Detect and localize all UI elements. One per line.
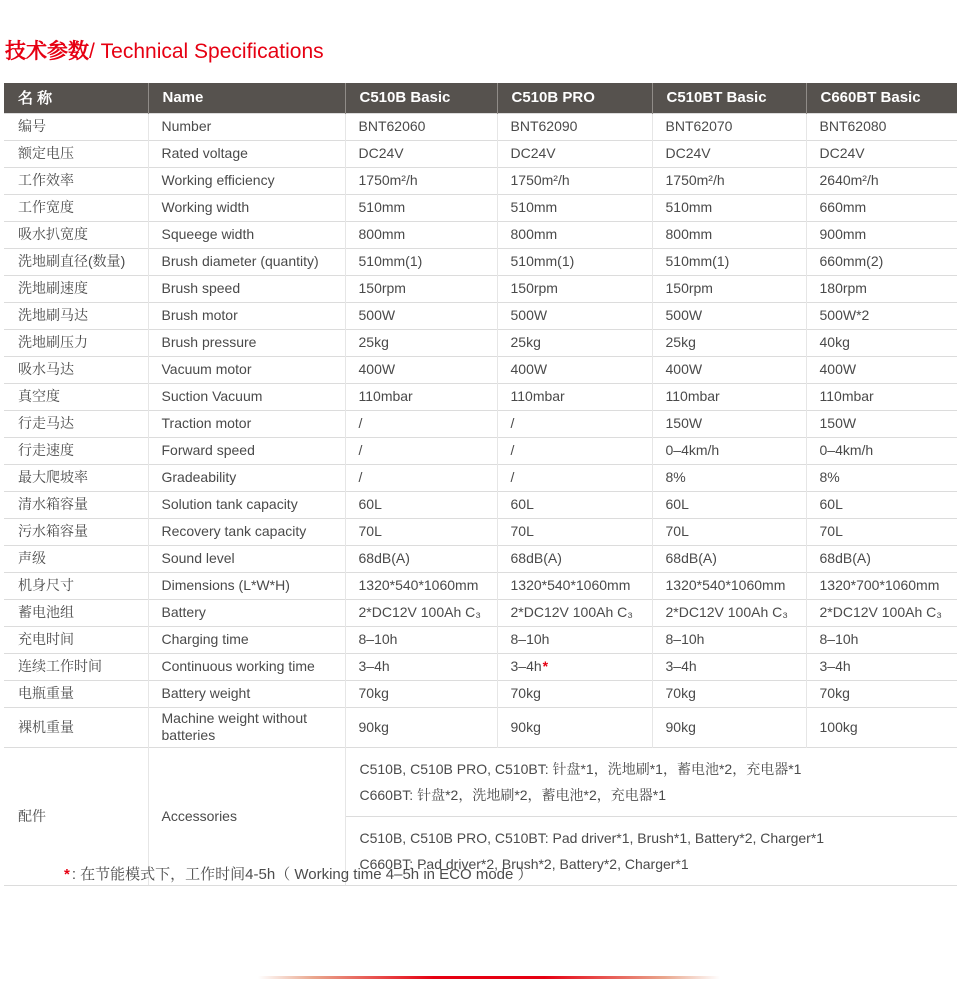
row-label-en: Sound level xyxy=(148,545,345,572)
value-cell xyxy=(806,329,957,356)
value-text: 60L xyxy=(358,496,382,512)
spec-row xyxy=(4,248,957,275)
value-cell xyxy=(345,437,497,464)
value-cell xyxy=(806,707,957,747)
value-cell xyxy=(497,437,652,464)
value-cell xyxy=(652,329,806,356)
value-cell xyxy=(806,572,957,599)
spec-row xyxy=(4,167,957,194)
value-text: 510mm(1) xyxy=(358,253,423,269)
value-text: 150W xyxy=(665,415,703,431)
value-cell xyxy=(806,302,957,329)
value-cell xyxy=(652,707,806,747)
spec-row xyxy=(4,383,957,410)
row-label-cn: 编号 xyxy=(4,113,148,140)
value-text: / xyxy=(358,415,363,431)
value-cell xyxy=(806,275,957,302)
value-text: 25kg xyxy=(510,334,541,350)
value-text: 510mm xyxy=(358,199,406,215)
page-title-separator: / xyxy=(89,40,101,63)
value-cell xyxy=(806,410,957,437)
value-cell xyxy=(806,680,957,707)
value-cell xyxy=(806,140,957,167)
spec-row xyxy=(4,437,957,464)
value-text: 510mm(1) xyxy=(510,253,575,269)
value-cell xyxy=(806,491,957,518)
value-cell xyxy=(345,302,497,329)
spec-row xyxy=(4,275,957,302)
value-cell xyxy=(806,599,957,626)
header-cell-0: 名 称 xyxy=(4,83,148,113)
spec-row xyxy=(4,410,957,437)
row-label-cn: 行走速度 xyxy=(4,437,148,464)
value-cell xyxy=(345,626,497,653)
value-text: 110mbar xyxy=(510,388,565,404)
row-label-cn: 最大爬坡率 xyxy=(4,464,148,491)
value-text: 500W xyxy=(510,307,548,323)
value-text: 8–10h xyxy=(358,631,398,647)
value-text: BNT62070 xyxy=(665,118,733,134)
value-text: 500W*2 xyxy=(819,307,870,323)
value-cell xyxy=(806,113,957,140)
accessories-label-en: Accessories xyxy=(148,747,345,885)
value-cell xyxy=(652,680,806,707)
value-cell xyxy=(345,707,497,747)
header-cell-4: C510BT Basic xyxy=(652,83,806,113)
row-label-en: Brush motor xyxy=(148,302,345,329)
value-cell xyxy=(497,491,652,518)
spec-row xyxy=(4,194,957,221)
value-cell xyxy=(497,275,652,302)
value-text: 8% xyxy=(665,469,686,485)
value-cell xyxy=(652,383,806,410)
value-text: 660mm(2) xyxy=(819,253,884,269)
spec-row xyxy=(4,302,957,329)
value-cell xyxy=(652,437,806,464)
value-text: 400W xyxy=(510,361,548,377)
value-text: BNT62090 xyxy=(510,118,578,134)
value-cell xyxy=(345,140,497,167)
spec-header-row xyxy=(4,83,957,113)
value-text: 25kg xyxy=(358,334,389,350)
row-label-cn: 工作效率 xyxy=(4,167,148,194)
value-cell xyxy=(497,464,652,491)
value-cell xyxy=(497,572,652,599)
value-text: / xyxy=(358,442,363,458)
row-label-cn: 机身尺寸 xyxy=(4,572,148,599)
value-text: 150rpm xyxy=(510,280,558,296)
value-cell xyxy=(806,545,957,572)
row-label-cn: 洗地刷直径(数量) xyxy=(4,248,148,275)
value-cell xyxy=(652,518,806,545)
value-text: 70kg xyxy=(510,685,541,701)
value-cell xyxy=(497,356,652,383)
value-text: 60L xyxy=(665,496,689,512)
value-text: 150rpm xyxy=(665,280,713,296)
value-cell xyxy=(345,248,497,275)
value-text: 150W xyxy=(819,415,857,431)
spec-table-body xyxy=(4,113,957,885)
row-label-en: Working width xyxy=(148,194,345,221)
value-cell xyxy=(345,356,497,383)
value-text: 60L xyxy=(819,496,843,512)
row-label-en: Suction Vacuum xyxy=(148,383,345,410)
row-label-cn: 电瓶重量 xyxy=(4,680,148,707)
value-text: 70L xyxy=(819,523,843,539)
page-title-cn: 技术参数 xyxy=(5,40,89,63)
spec-table-head xyxy=(4,83,957,113)
value-text: 110mbar xyxy=(358,388,413,404)
row-label-cn: 充电时间 xyxy=(4,626,148,653)
value-text: 510mm xyxy=(510,199,558,215)
footnote-text: : 在节能模式下，工作时间4-5h（ Working time 4–5h in ECO mode ） xyxy=(71,866,533,883)
value-text: BNT62060 xyxy=(358,118,426,134)
value-cell xyxy=(345,194,497,221)
value-cell xyxy=(652,221,806,248)
value-cell xyxy=(497,410,652,437)
value-cell xyxy=(806,518,957,545)
value-cell xyxy=(497,167,652,194)
value-text: 180rpm xyxy=(819,280,867,296)
row-label-cn: 洗地刷速度 xyxy=(4,275,148,302)
value-text: 400W xyxy=(358,361,396,377)
value-text: 1750m²/h xyxy=(358,172,418,188)
value-text: 70kg xyxy=(358,685,389,701)
value-text: DC24V xyxy=(510,145,556,161)
value-text: BNT62080 xyxy=(819,118,887,134)
value-text: DC24V xyxy=(819,145,865,161)
value-text: 8–10h xyxy=(665,631,705,647)
spec-row xyxy=(4,572,957,599)
value-text: 3–4h xyxy=(358,658,390,674)
value-text: 1750m²/h xyxy=(665,172,725,188)
row-label-en: Charging time xyxy=(148,626,345,653)
value-text: 68dB(A) xyxy=(819,550,871,566)
row-label-cn: 蓄电池组 xyxy=(4,599,148,626)
value-cell xyxy=(806,437,957,464)
value-cell xyxy=(497,653,652,680)
row-label-cn: 吸水马达 xyxy=(4,356,148,383)
value-cell xyxy=(345,680,497,707)
row-label-cn: 工作宽度 xyxy=(4,194,148,221)
value-text: 25kg xyxy=(665,334,696,350)
value-cell xyxy=(345,383,497,410)
value-text: / xyxy=(510,442,515,458)
value-cell xyxy=(652,302,806,329)
accessories-line: C660BT: 针盘*2，洗地刷*2，蓄电池*2，充电器*1 xyxy=(359,786,667,803)
value-cell xyxy=(497,221,652,248)
spec-row xyxy=(4,626,957,653)
value-text: 70kg xyxy=(819,685,850,701)
value-cell xyxy=(652,113,806,140)
value-cell xyxy=(497,599,652,626)
value-cell xyxy=(345,599,497,626)
page-title-en: Technical Specifications xyxy=(100,40,324,63)
value-text: 110mbar xyxy=(665,388,720,404)
value-cell xyxy=(345,545,497,572)
row-label-cn: 裸机重量 xyxy=(4,707,148,747)
spec-row xyxy=(4,140,957,167)
row-label-en: Solution tank capacity xyxy=(148,491,345,518)
row-label-en: Brush speed xyxy=(148,275,345,302)
value-cell xyxy=(806,167,957,194)
value-cell xyxy=(497,545,652,572)
value-cell xyxy=(497,329,652,356)
value-cell xyxy=(652,599,806,626)
row-label-cn: 额定电压 xyxy=(4,140,148,167)
value-text: 800mm xyxy=(510,226,558,242)
value-text: 510mm(1) xyxy=(665,253,730,269)
value-text: 500W xyxy=(358,307,396,323)
row-label-en: Gradeability xyxy=(148,464,345,491)
value-text: 660mm xyxy=(819,199,867,215)
value-cell xyxy=(652,626,806,653)
row-label-cn: 洗地刷马达 xyxy=(4,302,148,329)
spec-row xyxy=(4,329,957,356)
row-label-en: Dimensions (L*W*H) xyxy=(148,572,345,599)
value-cell xyxy=(652,410,806,437)
value-text: 2*DC12V 100Ah C₃ xyxy=(819,604,942,620)
row-label-en: Squeege width xyxy=(148,221,345,248)
value-text: / xyxy=(510,415,515,431)
value-text: 8–10h xyxy=(510,631,550,647)
row-label-cn: 行走马达 xyxy=(4,410,148,437)
value-cell xyxy=(345,653,497,680)
value-text: 900mm xyxy=(819,226,867,242)
value-text: 70L xyxy=(358,523,382,539)
value-cell xyxy=(652,572,806,599)
value-text: / xyxy=(510,469,515,485)
value-text: 400W xyxy=(665,361,703,377)
accessories-label-cn: 配件 xyxy=(4,747,148,885)
value-cell xyxy=(652,275,806,302)
value-cell xyxy=(652,140,806,167)
header-cell-2: C510B Basic xyxy=(345,83,497,113)
accessories-line: C510B, C510B PRO, C510BT: 针盘*1，洗地刷*1，蓄电池*2，充电器*1 xyxy=(359,760,802,777)
value-text: 68dB(A) xyxy=(510,550,562,566)
footnote xyxy=(64,863,533,884)
value-text: 1320*540*1060mm xyxy=(358,577,479,593)
value-cell xyxy=(345,221,497,248)
row-label-en: Brush diameter (quantity) xyxy=(148,248,345,275)
value-cell xyxy=(806,356,957,383)
value-cell xyxy=(652,248,806,275)
value-cell xyxy=(806,221,957,248)
value-text: 68dB(A) xyxy=(665,550,717,566)
spec-row xyxy=(4,653,957,680)
value-cell xyxy=(806,626,957,653)
spec-row xyxy=(4,599,957,626)
value-cell xyxy=(345,464,497,491)
value-cell xyxy=(345,410,497,437)
value-text: 1320*700*1060mm xyxy=(819,577,940,593)
value-text: DC24V xyxy=(358,145,404,161)
row-label-en: Forward speed xyxy=(148,437,345,464)
row-label-en: Rated voltage xyxy=(148,140,345,167)
value-text: 1320*540*1060mm xyxy=(510,577,631,593)
value-cell xyxy=(652,194,806,221)
accessories-block-0 xyxy=(346,748,958,817)
value-cell xyxy=(345,572,497,599)
value-cell xyxy=(497,302,652,329)
value-cell xyxy=(806,464,957,491)
value-cell xyxy=(497,518,652,545)
value-cell xyxy=(806,248,957,275)
value-cell xyxy=(806,194,957,221)
value-text: 70L xyxy=(665,523,689,539)
row-label-en: Machine weight without batteries xyxy=(148,707,345,747)
value-text: 2*DC12V 100Ah C₃ xyxy=(510,604,633,620)
value-text: 60L xyxy=(510,496,534,512)
value-text: 40kg xyxy=(819,334,850,350)
spec-row xyxy=(4,221,957,248)
value-text: 70L xyxy=(510,523,534,539)
spec-row xyxy=(4,464,957,491)
value-text: 510mm xyxy=(665,199,713,215)
value-cell xyxy=(345,167,497,194)
row-label-cn: 污水箱容量 xyxy=(4,518,148,545)
footnote-star-icon: * xyxy=(64,866,70,883)
value-text: 1320*540*1060mm xyxy=(665,577,786,593)
value-cell xyxy=(652,545,806,572)
value-cell xyxy=(497,626,652,653)
value-text: 3–4h xyxy=(510,658,542,674)
value-text: 150rpm xyxy=(358,280,406,296)
row-label-cn: 吸水扒宽度 xyxy=(4,221,148,248)
value-text: 90kg xyxy=(665,718,696,735)
value-text: 1750m²/h xyxy=(510,172,570,188)
header-cell-1: Name xyxy=(148,83,345,113)
value-cell xyxy=(345,518,497,545)
value-cell xyxy=(652,653,806,680)
accessories-line: C660BT: Pad driver*2, Brush*2, Battery*2, Charger*1 xyxy=(359,855,689,872)
row-label-cn: 连续工作时间 xyxy=(4,653,148,680)
value-cell xyxy=(497,113,652,140)
accessories-line: C510B, C510B PRO, C510BT: Pad driver*1, Brush*1, Battery*2, Charger*1 xyxy=(359,829,825,846)
value-text: 68dB(A) xyxy=(358,550,410,566)
row-label-cn: 声级 xyxy=(4,545,148,572)
value-text: 400W xyxy=(819,361,857,377)
row-label-en: Vacuum motor xyxy=(148,356,345,383)
value-text: 2*DC12V 100Ah C₃ xyxy=(665,604,788,620)
value-text: 100kg xyxy=(819,718,858,735)
value-text: 3–4h xyxy=(819,658,851,674)
value-cell xyxy=(345,329,497,356)
row-label-en: Continuous working time xyxy=(148,653,345,680)
value-cell xyxy=(652,464,806,491)
spec-row xyxy=(4,545,957,572)
row-label-cn: 清水箱容量 xyxy=(4,491,148,518)
value-text: 8% xyxy=(819,469,840,485)
bottom-accent-bar xyxy=(258,976,720,979)
row-label-cn: 洗地刷压力 xyxy=(4,329,148,356)
value-text: 800mm xyxy=(665,226,713,242)
value-text: 90kg xyxy=(358,718,389,735)
value-text: 110mbar xyxy=(819,388,874,404)
spec-table xyxy=(4,83,957,886)
value-cell xyxy=(497,707,652,747)
value-cell xyxy=(345,113,497,140)
row-label-en: Working efficiency xyxy=(148,167,345,194)
value-text: 70kg xyxy=(665,685,696,701)
value-cell xyxy=(497,680,652,707)
value-cell xyxy=(806,383,957,410)
eco-note-star-icon: * xyxy=(542,658,549,674)
spec-row xyxy=(4,707,957,747)
header-cell-5: C660BT Basic xyxy=(806,83,957,113)
row-label-cn: 真空度 xyxy=(4,383,148,410)
value-cell xyxy=(652,167,806,194)
page-title xyxy=(5,35,324,65)
value-text: 500W xyxy=(665,307,703,323)
value-cell xyxy=(652,356,806,383)
row-label-en: Brush pressure xyxy=(148,329,345,356)
row-label-en: Recovery tank capacity xyxy=(148,518,345,545)
value-text: 2*DC12V 100Ah C₃ xyxy=(358,604,481,620)
spec-row xyxy=(4,491,957,518)
spec-row xyxy=(4,356,957,383)
value-cell xyxy=(345,491,497,518)
spec-row xyxy=(4,113,957,140)
row-label-en: Traction motor xyxy=(148,410,345,437)
row-label-en: Battery xyxy=(148,599,345,626)
value-text: 0–4km/h xyxy=(819,442,874,458)
value-text: 800mm xyxy=(358,226,406,242)
spec-row xyxy=(4,680,957,707)
value-cell xyxy=(497,383,652,410)
row-label-en: Number xyxy=(148,113,345,140)
value-text: 3–4h xyxy=(665,658,697,674)
value-text: 8–10h xyxy=(819,631,859,647)
value-cell xyxy=(497,248,652,275)
row-label-en: Battery weight xyxy=(148,680,345,707)
value-cell xyxy=(497,140,652,167)
header-cell-3: C510B PRO xyxy=(497,83,652,113)
value-cell xyxy=(806,653,957,680)
spec-row xyxy=(4,518,957,545)
value-text: DC24V xyxy=(665,145,711,161)
value-cell xyxy=(652,491,806,518)
value-cell xyxy=(497,194,652,221)
value-text: 0–4km/h xyxy=(665,442,720,458)
value-cell xyxy=(345,275,497,302)
value-text: 2640m²/h xyxy=(819,172,879,188)
value-text: 90kg xyxy=(510,718,541,735)
value-text: / xyxy=(358,469,363,485)
